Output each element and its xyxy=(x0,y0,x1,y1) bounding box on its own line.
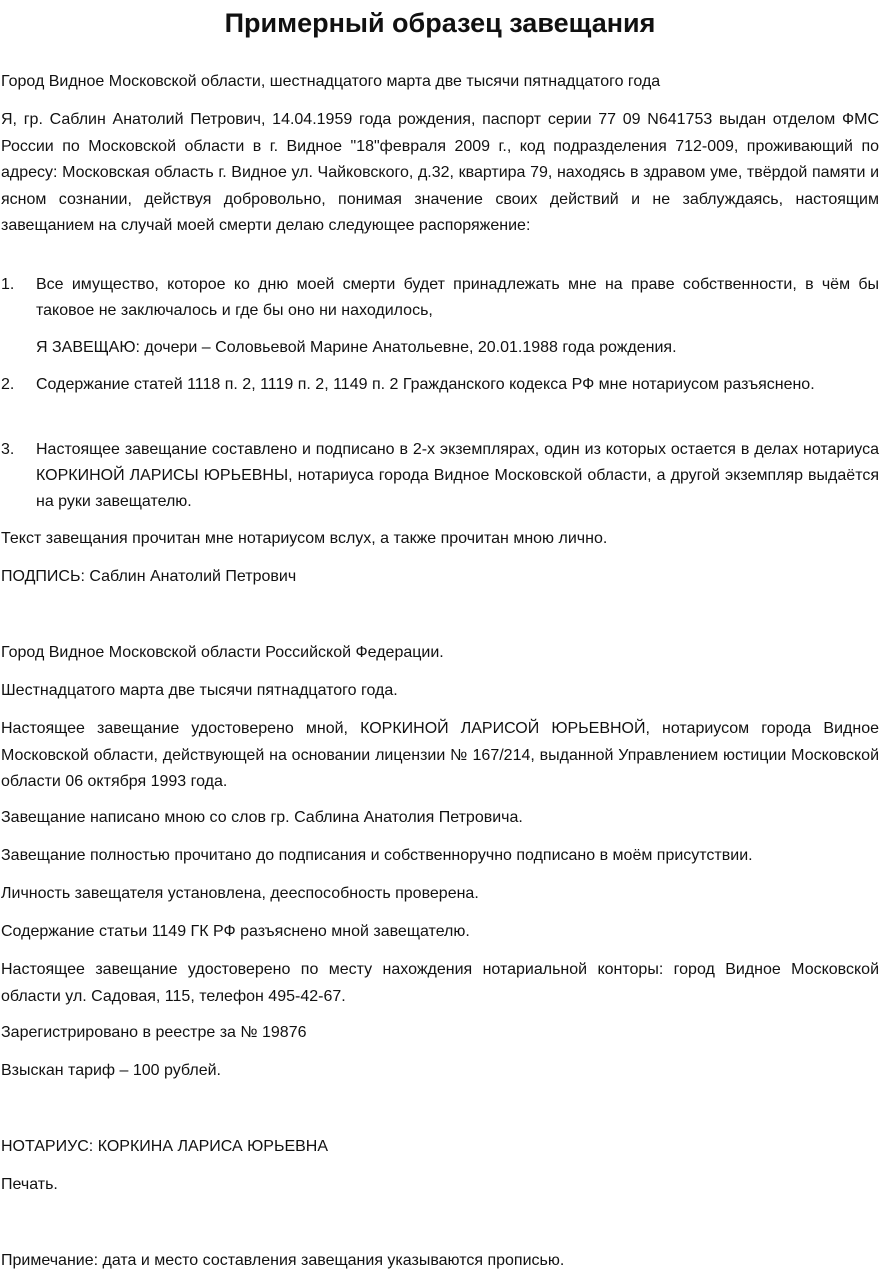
notary-certification: Настоящее завещание удостоверено мной, КОРКИНОЙ ЛАРИСОЙ ЮРЬЕВНОЙ, нотариусом города Видное Московской области, действующей на основании лицензии № 167/214, выданной Управлением юстиции Московской области 06 октября 1993 года. xyxy=(1,720,879,790)
notary-date: Шестнадцатого марта две тысячи пятнадцатого года. xyxy=(1,682,398,699)
document-title: Примерный образец завещания xyxy=(224,8,656,38)
list-item-text: Все имущество, которое ко дню моей смерти будет принадлежать мне на праве собственности, в чём бы таковое не заключалось и где бы оно ни находилось, xyxy=(36,276,879,319)
registry-number: Зарегистрировано в реестре за № 19876 xyxy=(1,1024,307,1041)
list-item-number: 1. xyxy=(1,276,15,293)
list-item-number: 2. xyxy=(1,376,15,393)
written-by-statement: Завещание написано мною со слов гр. Саблина Анатолия Петровича. xyxy=(1,809,523,826)
read-signed-statement: Завещание полностью прочитано до подписания и собственноручно подписано в моём присутствии. xyxy=(1,847,753,864)
bequest-line xyxy=(1,335,879,361)
read-aloud-statement: Текст завещания прочитан мне нотариусом вслух, а также прочитан мною лично. xyxy=(1,530,608,547)
testator-signature: ПОДПИСЬ: Саблин Анатолий Петрович xyxy=(1,568,297,585)
list-item-3 xyxy=(1,437,879,515)
list-item-text: Содержание статей 1118 п. 2, 1119 п. 2, 1149 п. 2 Гражданского кодекса РФ мне нотариусом разъяснено. xyxy=(36,376,815,393)
list-item-2 xyxy=(1,372,879,398)
city-date-line: Город Видное Московской области, шестнадцатого марта две тысячи пятнадцатого года xyxy=(1,73,661,90)
article-statement: Содержание статьи 1149 ГК РФ разъяснено мной завещателю. xyxy=(1,923,470,940)
fee-statement: Взыскан тариф – 100 рублей. xyxy=(1,1062,221,1079)
identity-statement: Личность завещателя установлена, дееспособность проверена. xyxy=(1,885,479,902)
intro-paragraph: Я, гр. Саблин Анатолий Петрович, 14.04.1959 года рождения, паспорт серии 77 09 N641753 выдан отделом ФМС России по Московской области в г. Видное "18"февраля 2009 г., код подразделения 712-009, проживающий по адресу: Московская область г. Видное ул. Чайковского, д.32, квартира 79, находясь в здравом уме, твёрдой памяти и ясном сознании, действуя добровольно, понимая значение своих действий и не заблуждаясь, настоящим завещанием на случай моей смерти делаю следующее распоряжение: xyxy=(1,111,879,234)
seal-label: Печать. xyxy=(1,1176,58,1193)
notary-city: Город Видное Московской области Российской Федерации. xyxy=(1,644,444,661)
notary-office-place: Настоящее завещание удостоверено по месту нахождения нотариальной конторы: город Видное Московской области ул. Садовая, 115, телефон 495-42-67. xyxy=(1,961,879,1005)
notary-signature: НОТАРИУС: КОРКИНА ЛАРИСА ЮРЬЕВНА xyxy=(1,1138,329,1155)
footnote: Примечание: дата и место составления завещания указываются прописью. xyxy=(1,1252,565,1269)
list-item-number: 3. xyxy=(1,441,15,458)
list-item-text: Настоящее завещание составлено и подписано в 2-х экземплярах, один из которых остается в делах нотариуса КОРКИНОЙ ЛАРИСЫ ЮРЬЕВНЫ, нотариуса города Видное Московской области, а другой экземпляр выдаётся на руки завещателю. xyxy=(36,441,879,510)
bequest-text: Я ЗАВЕЩАЮ: дочери – Соловьевой Марине Анатольевне, 20.01.1988 года рождения. xyxy=(36,339,677,356)
list-item-1 xyxy=(1,272,879,324)
